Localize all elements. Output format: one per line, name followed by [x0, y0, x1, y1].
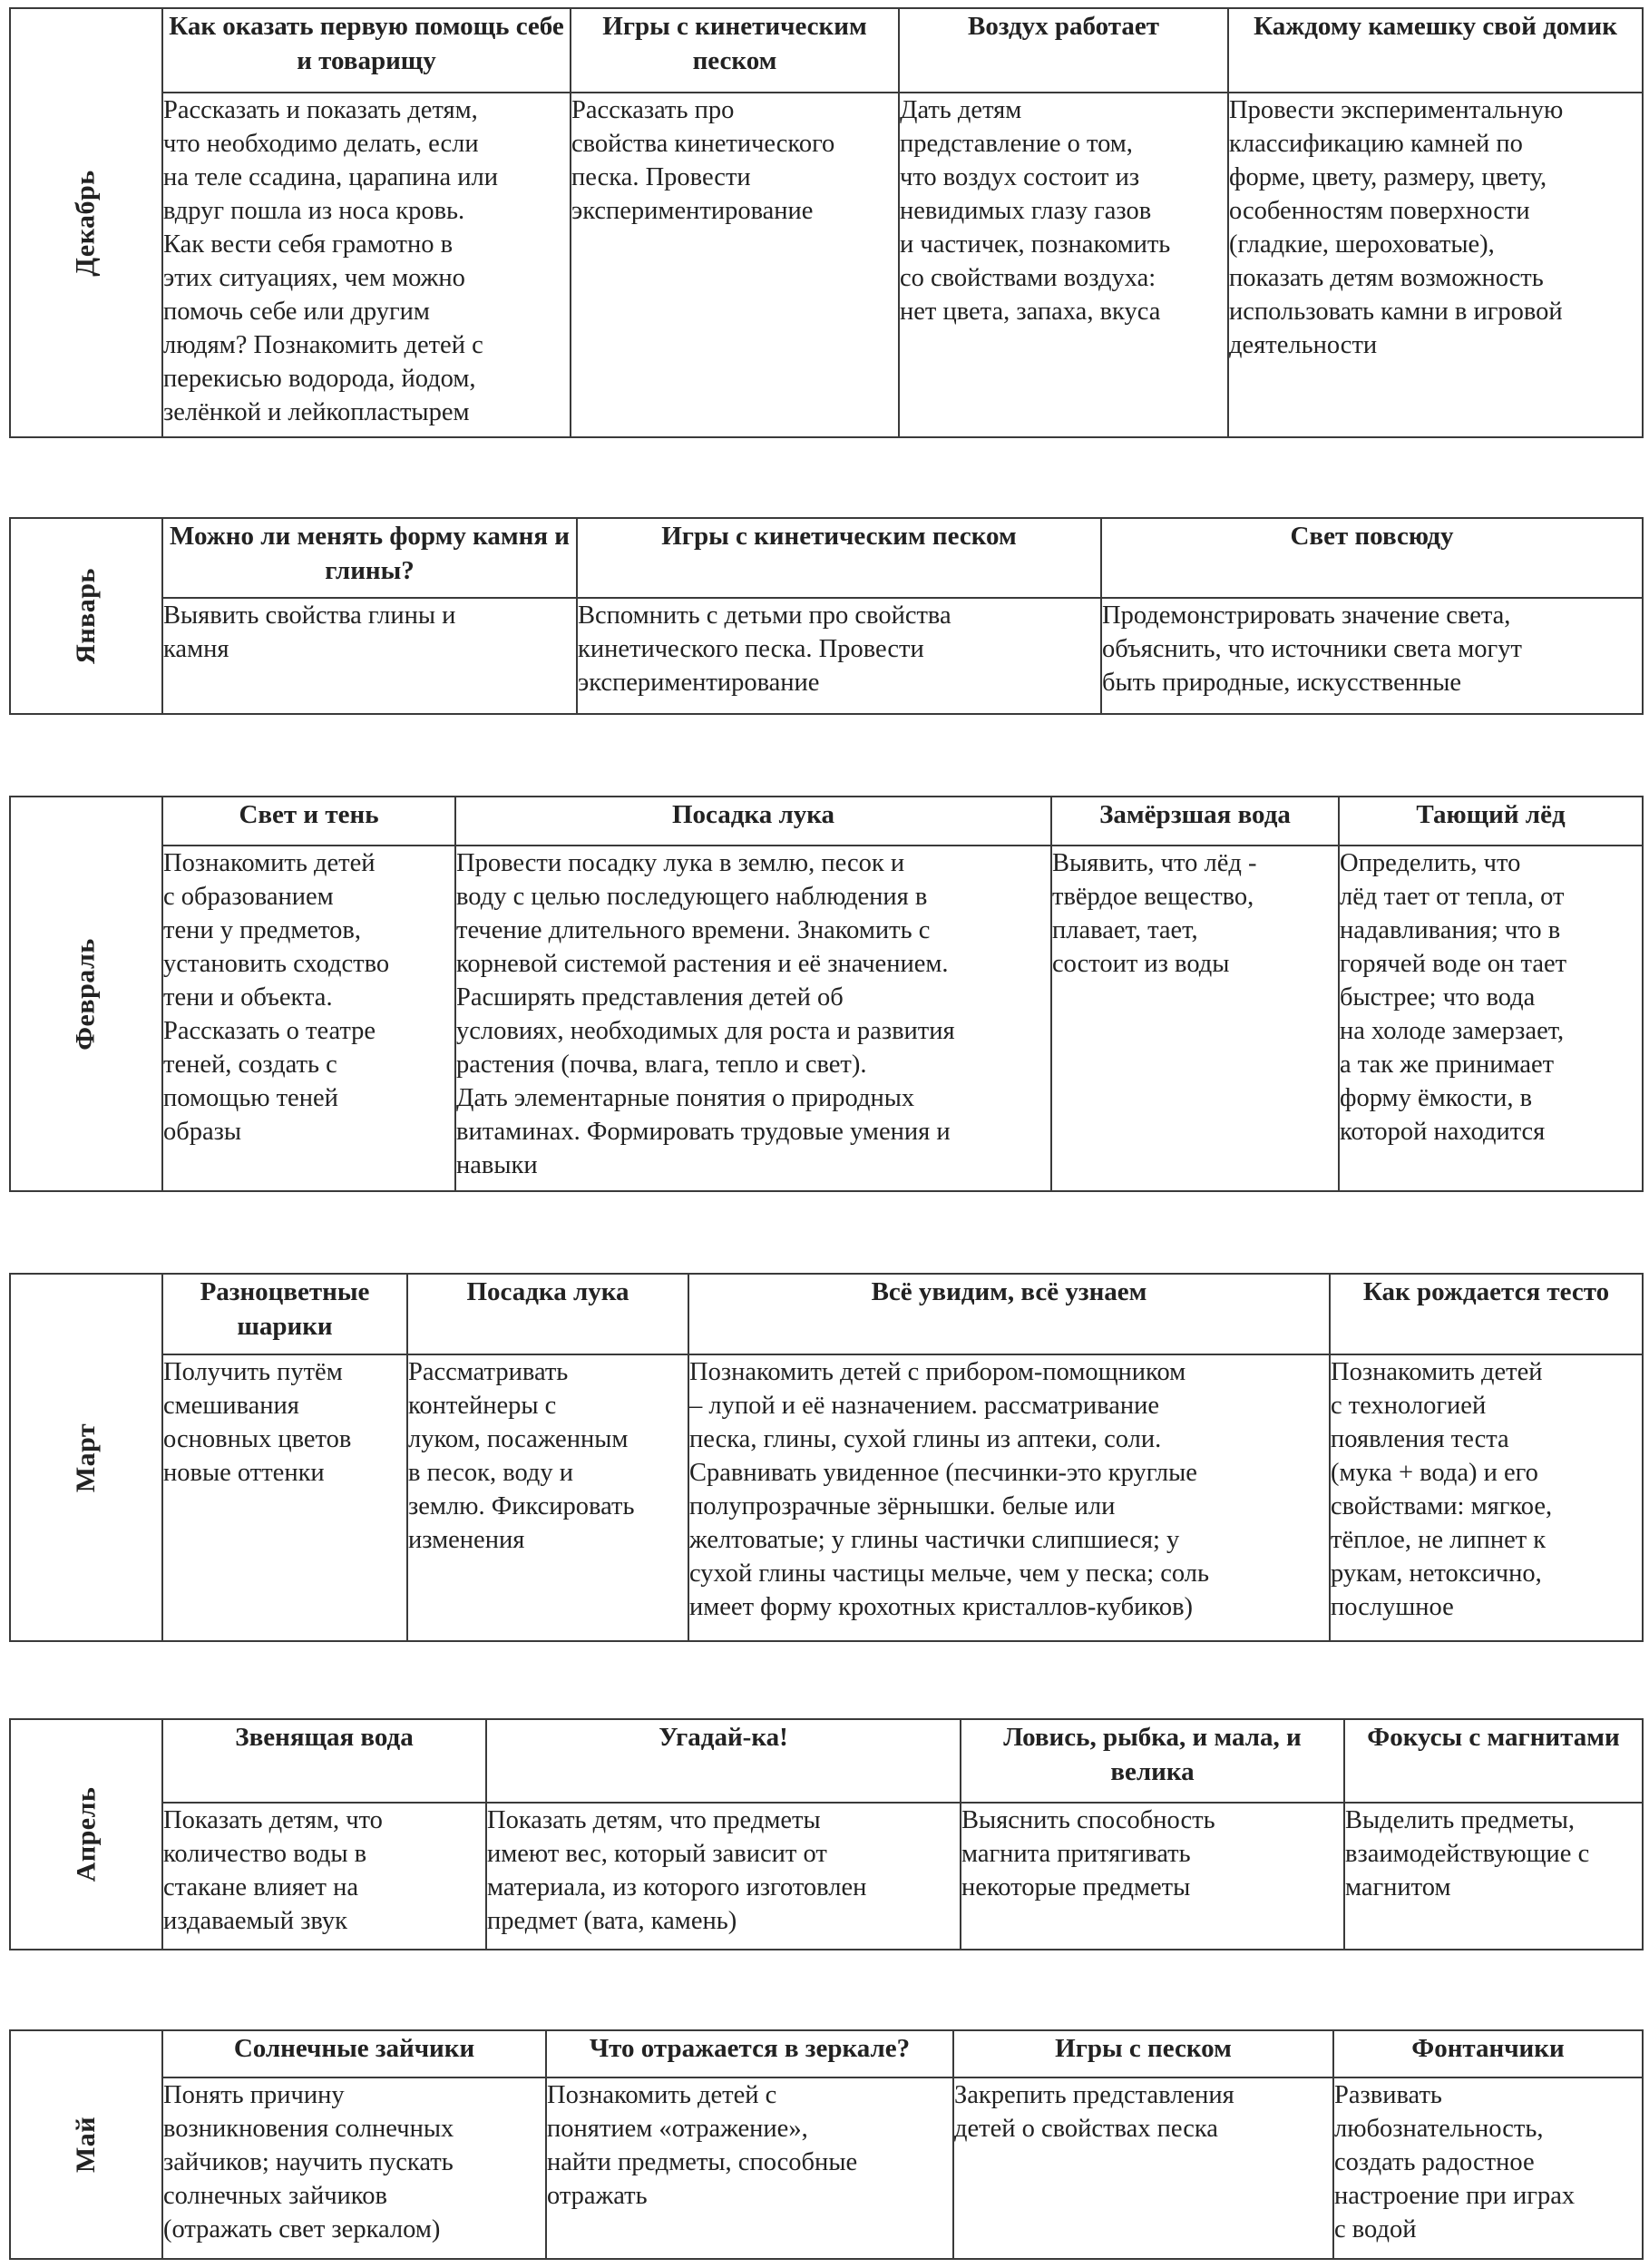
- topic-description: Выяснить способность магнита притягивать некоторые предметы: [961, 1803, 1344, 1950]
- month-table-december: [9, 7, 1644, 438]
- topic-title: Разноцветные шарики: [162, 1274, 407, 1354]
- topic-title: Посадка лука: [407, 1274, 688, 1354]
- topic-description: Рассказать и показать детям, что необходимо делать, если на теле ссадина, царапина или вдруг пошла из носа кровь. Как вести себя грамотно в этих ситуациях, чем можно помочь себе или другим людям? Познакомить детей с перекисью водорода, йодом, зелёнкой и лейкопластырем: [162, 93, 571, 437]
- topic-description: Выделить предметы, взаимодействующие с магнитом: [1344, 1803, 1643, 1950]
- topic-description: Получить путём смешивания основных цветов новые оттенки: [162, 1354, 407, 1641]
- month-cell: [10, 1719, 162, 1950]
- month-table-april: [9, 1718, 1644, 1950]
- topic-title: Как рождается тесто: [1330, 1274, 1643, 1354]
- topic-title: Тающий лёд: [1339, 797, 1643, 846]
- topic-description: Рассказать про свойства кинетического песка. Провести экспериментирование: [571, 93, 899, 437]
- topic-description: Провести посадку лука в землю, песок и воду с целью последующего наблюдения в течение длительного времени. Знакомить с корневой системой растения и её значением. Расширять представления детей об условиях, необходимых для роста и развития растения (почва, влага, тепло и свет). Дать элементарные понятия о природных витаминах. Формировать трудовые умения и навыки: [455, 846, 1051, 1191]
- topic-description: Выявить свойства глины и камня: [162, 598, 577, 714]
- topic-title: Игры с песком: [953, 2030, 1333, 2077]
- topic-description: Определить, что лёд тает от тепла, от надавливания; что в горячей воде он тает быстрее; что вода на холоде замерзает, а так же принимает форму ёмкости, в которой находится: [1339, 846, 1643, 1191]
- month-label: Январь: [70, 568, 101, 664]
- topic-description: Познакомить детей с образованием тени у предметов, установить сходство тени и объекта. Рассказать о театре теней, создать с помощью теней образы: [162, 846, 455, 1191]
- topic-title: Фонтанчики: [1333, 2030, 1643, 2077]
- month-table-february: [9, 796, 1644, 1192]
- topic-title: Игры с кинетическим песком: [571, 8, 899, 93]
- topic-description: Понять причину возникновения солнечных зайчиков; научить пускать солнечных зайчиков (отражать свет зеркалом): [162, 2077, 546, 2259]
- topic-description: Дать детям представление о том, что воздух состоит из невидимых глазу газов и частичек, познакомить со свойствами воздуха: нет цвета, запаха, вкуса: [899, 93, 1228, 437]
- topic-title: Свет и тень: [162, 797, 455, 846]
- topic-description: Вспомнить с детьми про свойства кинетического песка. Провести экспериментирование: [577, 598, 1101, 714]
- month-table-january: [9, 517, 1644, 715]
- topic-description: Выявить, что лёд - твёрдое вещество, плавает, тает, состоит из воды: [1051, 846, 1339, 1191]
- topic-description: Познакомить детей с технологией появления теста (мука + вода) и его свойствами: мягкое, тёплое, не липнет к рукам, нетоксично, послушное: [1330, 1354, 1643, 1641]
- topic-description: Познакомить детей с понятием «отражение», найти предметы, способные отражать: [546, 2077, 953, 2259]
- month-table-march: [9, 1273, 1644, 1642]
- topic-title: Ловись, рыбка, и мала, и велика: [961, 1719, 1344, 1803]
- month-cell: [10, 518, 162, 714]
- month-cell: [10, 797, 162, 1191]
- topic-description: Провести экспериментальную классификацию камней по форме, цвету, размеру, цвету, особенностям поверхности (гладкие, шероховатые), показать детям возможность использовать камни в игровой деятельности: [1228, 93, 1643, 437]
- topic-description: Закрепить представления детей о свойствах песка: [953, 2077, 1333, 2259]
- month-label: Февраль: [71, 937, 101, 1051]
- topic-title: Воздух работает: [899, 8, 1228, 93]
- topic-title: Замёрзшая вода: [1051, 797, 1339, 846]
- topic-title: Что отражается в зеркале?: [546, 2030, 953, 2077]
- month-cell: [10, 2030, 162, 2259]
- topic-title: Игры с кинетическим песком: [577, 518, 1101, 598]
- month-label: Декабрь: [70, 169, 101, 277]
- month-label: Май: [70, 2116, 101, 2174]
- month-label: Март: [71, 1422, 101, 1492]
- topic-description: Показать детям, что предметы имеют вес, который зависит от материала, из которого изготовлен предмет (вата, камень): [486, 1803, 961, 1950]
- topic-description: Продемонстрировать значение света, объяснить, что источники света могут быть природные, искусственные: [1101, 598, 1643, 714]
- month-label: Апрель: [71, 1786, 101, 1882]
- topic-title: Угадай-ка!: [486, 1719, 961, 1803]
- topic-title: Всё увидим, всё узнаем: [688, 1274, 1330, 1354]
- topic-title: Фокусы с магнитами: [1344, 1719, 1643, 1803]
- month-cell: [10, 1274, 162, 1641]
- month-table-may: [9, 2029, 1644, 2260]
- topic-title: Можно ли менять форму камня и глины?: [162, 518, 577, 598]
- topic-title: Солнечные зайчики: [162, 2030, 546, 2077]
- topic-description: Познакомить детей с прибором-помощником – лупой и её назначением. рассматривание песка, глины, сухой глины из аптеки, соли. Сравнивать увиденное (песчинки-это круглые полупрозрачные зёрнышки. белые или желтоватые; у глины частички слипшиеся; у сухой глины частицы мельче, чем у песка; соль имеет форму крохотных кристаллов-кубиков): [688, 1354, 1330, 1641]
- topic-description: Рассматривать контейнеры с луком, посаженным в песок, воду и землю. Фиксировать изменения: [407, 1354, 688, 1641]
- topic-title: Посадка лука: [455, 797, 1051, 846]
- topic-title: Каждому камешку свой домик: [1228, 8, 1643, 93]
- topic-title: Как оказать первую помощь себе и товарищу: [162, 8, 571, 93]
- month-cell: [10, 8, 162, 437]
- topic-description: Развивать любознательность, создать радостное настроение при играх с водой: [1333, 2077, 1643, 2259]
- topic-title: Звенящая вода: [162, 1719, 486, 1803]
- topic-description: Показать детям, что количество воды в стакане влияет на издаваемый звук: [162, 1803, 486, 1950]
- topic-title: Свет повсюду: [1101, 518, 1643, 598]
